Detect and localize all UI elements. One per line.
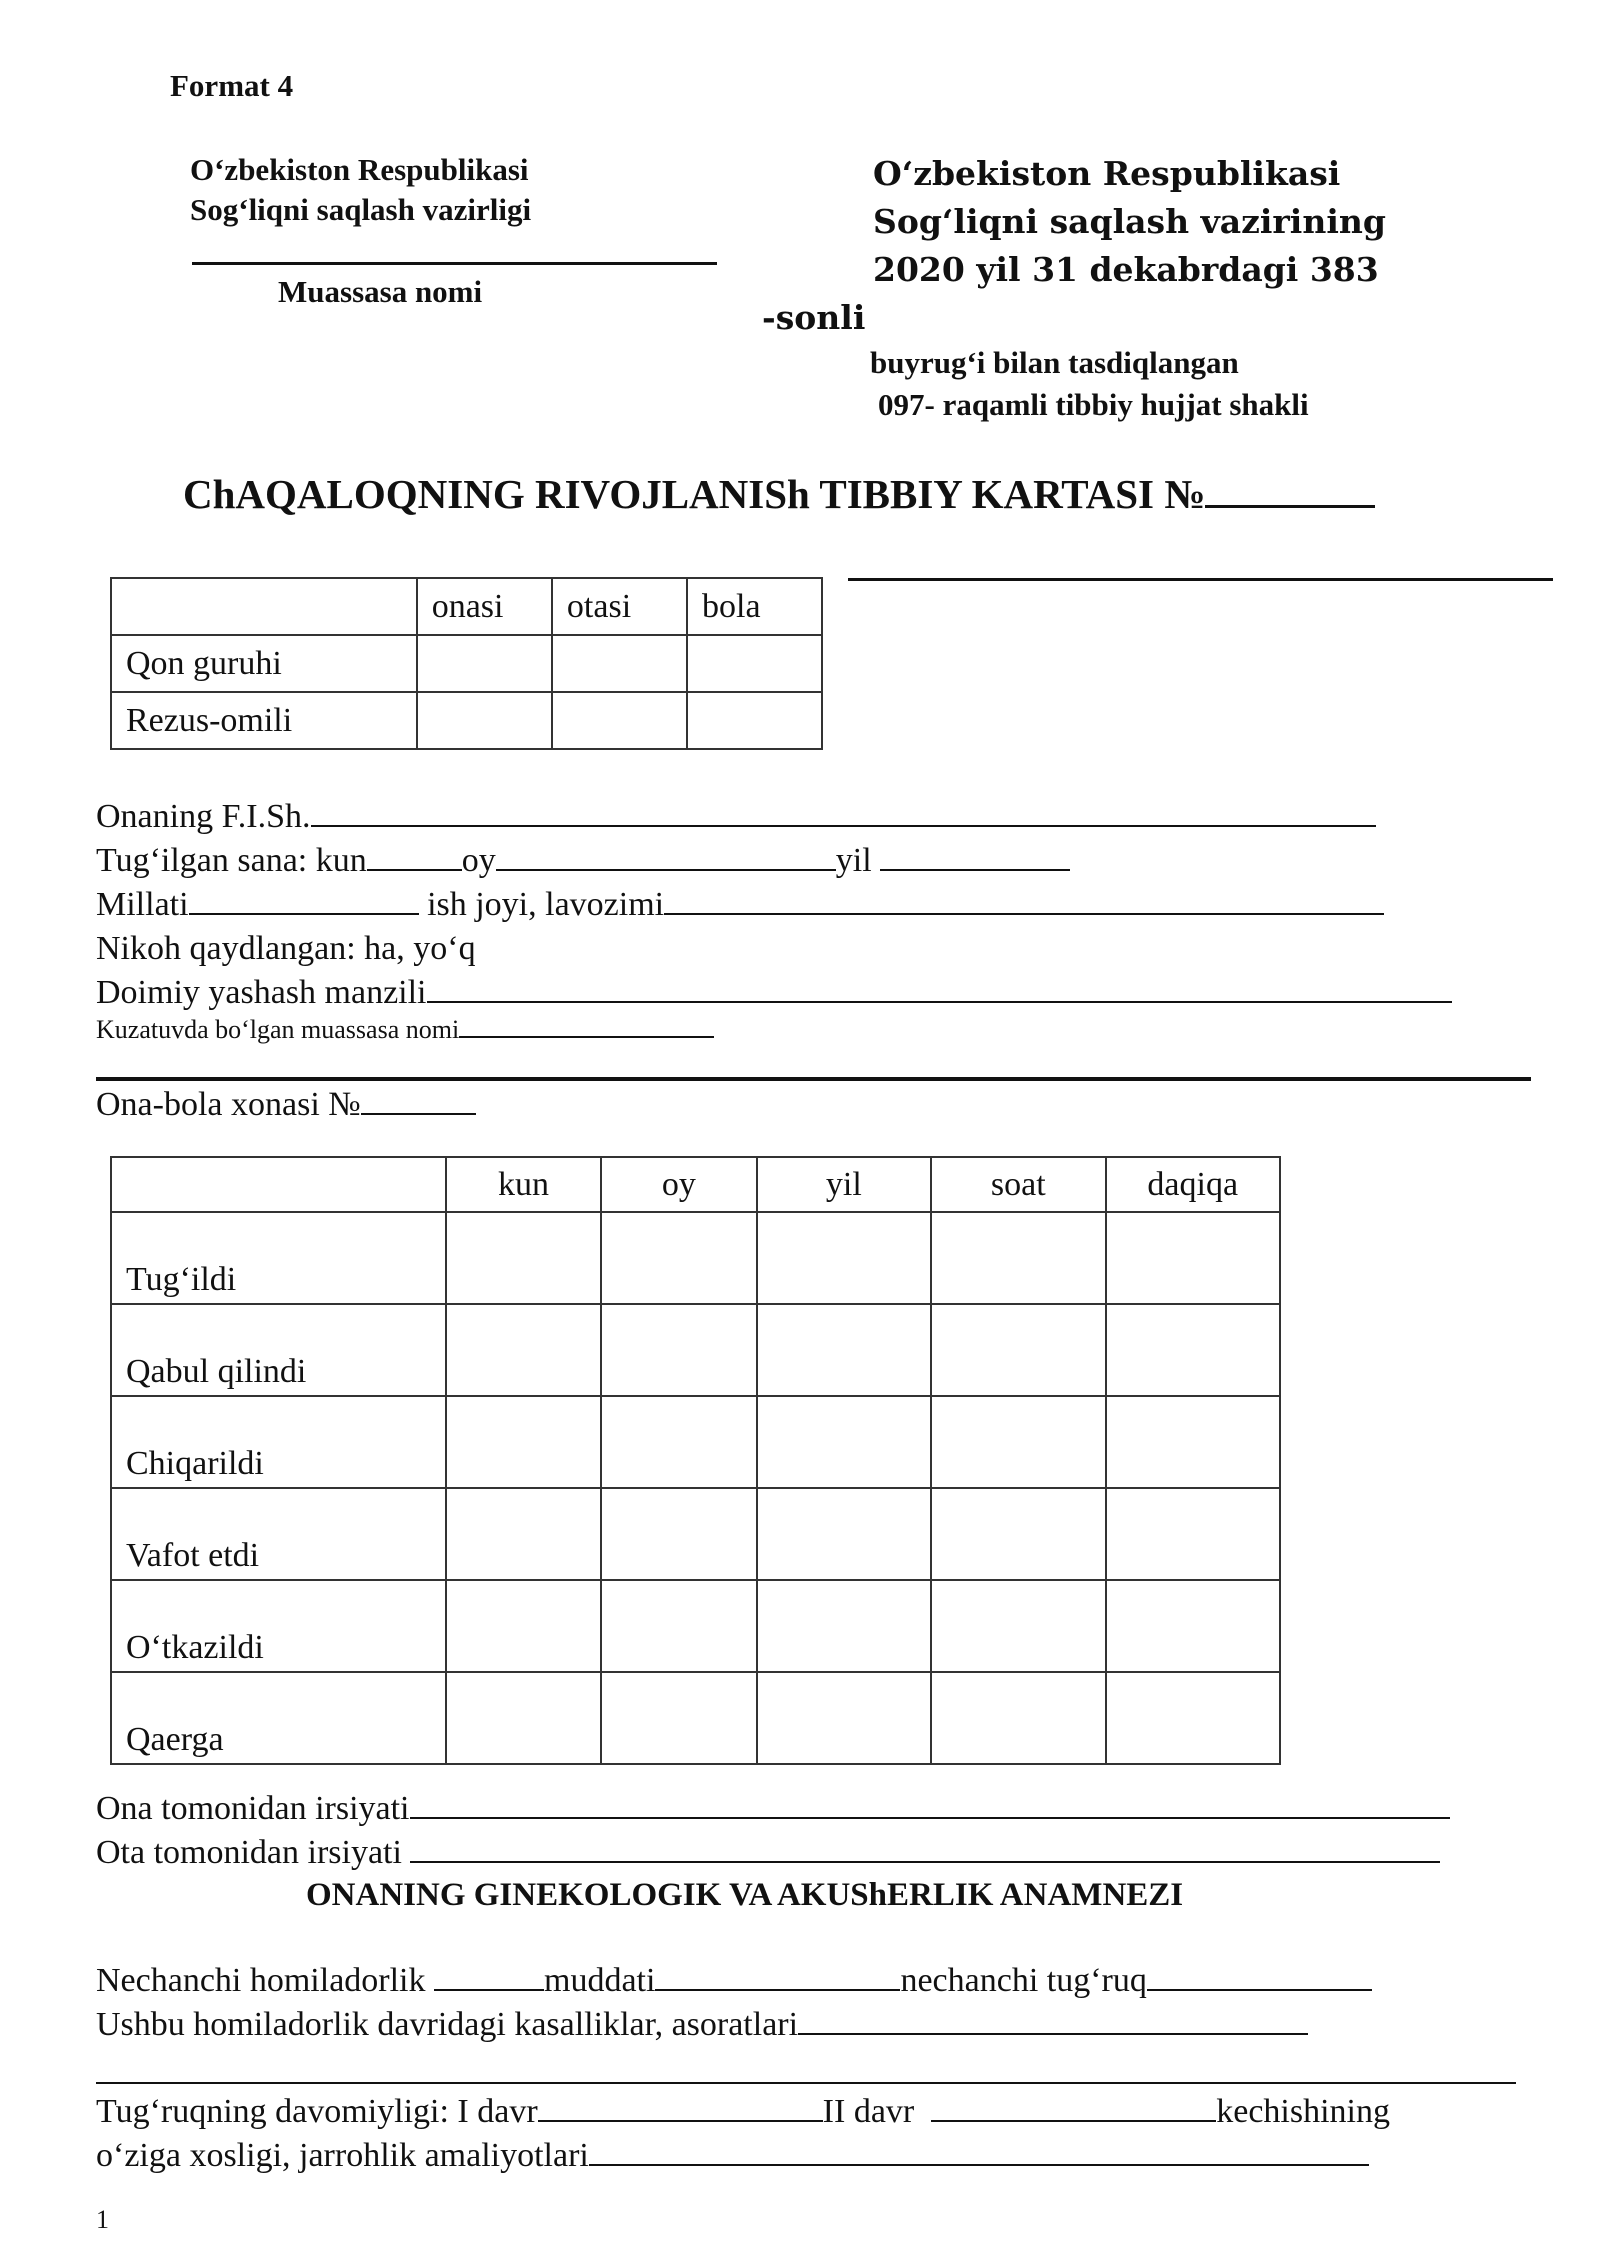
approval-line: buyrug‘i bilan tasdiqlangan [870, 345, 1239, 380]
observed-label: Kuzatuvda bo‘lgan muassasa nomi [96, 1015, 460, 1044]
table-cell[interactable] [757, 1580, 931, 1672]
col-kun: kun [446, 1157, 601, 1212]
col-yil: yil [757, 1157, 931, 1212]
diseases-label: Ushbu homiladorlik davridagi kasalliklar, asoratlari [96, 2006, 799, 2043]
address-blank[interactable] [427, 971, 1452, 1003]
nationality-line [96, 883, 1384, 927]
pregnancy-line [96, 1959, 1372, 2003]
features-blank[interactable] [589, 2134, 1369, 2166]
col-onasi: onasi [417, 578, 552, 635]
table-cell[interactable] [446, 1488, 601, 1580]
col-bola: bola [687, 578, 822, 635]
birth-year-blank[interactable] [880, 839, 1070, 871]
col-oy: oy [601, 1157, 756, 1212]
observed-line [96, 1014, 714, 1045]
table-cell[interactable] [552, 635, 687, 692]
diseases-blank[interactable] [798, 2003, 1308, 2035]
table-cell[interactable] [1106, 1580, 1281, 1672]
father-heredity-label: Ota tomonidan irsiyati [96, 1834, 402, 1871]
table-cell[interactable] [601, 1304, 756, 1396]
room-label: Ona-bola xonasi № [96, 1086, 361, 1123]
table-cell[interactable] [757, 1396, 931, 1488]
table-cell[interactable] [687, 692, 822, 749]
table-cell[interactable] [931, 1580, 1105, 1672]
table-cell[interactable] [1106, 1304, 1281, 1396]
ministry-name-right: O‘zbekiston Respublikasi [873, 154, 1341, 193]
table-cell[interactable] [1106, 1488, 1281, 1580]
row-qabul-qilindi: Qabul qilindi [111, 1304, 446, 1396]
mother-heredity-blank[interactable] [410, 1787, 1450, 1819]
mother-heredity-label: Ona tomonidan irsiyati [96, 1790, 410, 1827]
pregnancy-no-label: Nechanchi homiladorlik [96, 1962, 426, 1999]
row-vafot-etdi: Vafot etdi [111, 1488, 446, 1580]
mother-heredity-line [96, 1787, 1450, 1831]
table-cell[interactable] [601, 1672, 756, 1764]
features-line [96, 2134, 1369, 2178]
period2-blank[interactable] [931, 2090, 1216, 2122]
table-cell[interactable] [552, 692, 687, 749]
table-cell[interactable] [757, 1304, 931, 1396]
table-cell[interactable] [1106, 1396, 1281, 1488]
row-rezus-omili: Rezus-omili [111, 692, 417, 749]
card-title [183, 470, 1375, 518]
table-cell[interactable] [931, 1672, 1105, 1764]
col-soat: soat [931, 1157, 1105, 1212]
birth-month-label: oy [461, 842, 496, 879]
table-cell[interactable] [1106, 1212, 1281, 1304]
period1-blank[interactable] [538, 2090, 823, 2122]
marriage-line: Nikoh qaydlangan: ha, yo‘q [96, 930, 476, 967]
row-otkazildi: O‘tkazildi [111, 1580, 446, 1672]
course-label: kechishining [1216, 2093, 1390, 2130]
title-underline [848, 578, 1553, 581]
table-cell[interactable] [931, 1212, 1105, 1304]
mother-name-blank[interactable] [311, 795, 1376, 827]
table-cell[interactable] [446, 1304, 601, 1396]
row-tugildi: Tug‘ildi [111, 1212, 446, 1304]
room-number-blank[interactable] [361, 1083, 476, 1115]
birth-no-blank[interactable] [1147, 1959, 1372, 1991]
table-cell[interactable] [601, 1396, 756, 1488]
term-blank[interactable] [655, 1959, 900, 1991]
institution-underline [192, 262, 717, 265]
birth-day-blank[interactable] [367, 839, 462, 871]
room-line [96, 1083, 476, 1127]
anamnesis-title: ONANING GINEKOLOGIK VA AKUShERLIK ANAMNEZI [306, 1877, 1184, 1913]
duration-line [96, 2090, 1390, 2134]
table-cell[interactable] [931, 1304, 1105, 1396]
table-cell[interactable] [1106, 1672, 1281, 1764]
period2-label: II davr [822, 2093, 915, 2130]
birth-date-line [96, 839, 1070, 883]
father-heredity-line [96, 1831, 1440, 1875]
col-otasi: otasi [552, 578, 687, 635]
row-qaerga: Qaerga [111, 1672, 446, 1764]
table-cell[interactable] [417, 692, 552, 749]
diseases-line [96, 2003, 1308, 2047]
table-cell[interactable] [601, 1212, 756, 1304]
table-cell[interactable] [446, 1396, 601, 1488]
ministry-subtitle-left: Sog‘liqni saqlash vazirligi [190, 192, 532, 227]
duration-label: Tug‘ruqning davomiyligi: I davr [96, 2093, 538, 2130]
address-label: Doimiy yashash manzili [96, 974, 427, 1011]
mother-name-line [96, 795, 1376, 839]
table-cell[interactable] [757, 1488, 931, 1580]
decree-number-suffix: -sonli [762, 298, 866, 337]
document-form-number: 097- raqamli tibbiy hujjat shakli [878, 387, 1309, 422]
observed-blank[interactable] [459, 1014, 714, 1038]
col-daqiqa: daqiqa [1106, 1157, 1281, 1212]
address-line [96, 971, 1452, 1015]
card-title-text: ChAQALOQNING RIVOJLANISh TIBBIY KARTASI № [183, 471, 1206, 517]
birth-year-label: yil [835, 842, 872, 879]
page-number: 1 [96, 2205, 109, 2234]
birth-no-label: nechanchi tug‘ruq [900, 1962, 1147, 1999]
mother-name-label: Onaning F.I.Sh. [96, 798, 311, 835]
table-cell[interactable] [757, 1212, 931, 1304]
table-cell[interactable] [446, 1580, 601, 1672]
decree-date: 2020 yil 31 dekabrdagi 383 [873, 250, 1379, 289]
events-table [110, 1156, 1281, 1765]
table-cell[interactable] [601, 1580, 756, 1672]
term-label: muddati [544, 1962, 656, 1999]
diseases-continuation-line[interactable] [96, 2082, 1516, 2084]
row-chiqarildi: Chiqarildi [111, 1396, 446, 1488]
table-cell[interactable] [417, 635, 552, 692]
events-corner [111, 1157, 446, 1212]
workplace-label: ish joyi, lavozimi [427, 886, 665, 923]
table-cell[interactable] [446, 1212, 601, 1304]
features-label: o‘ziga xosligi, jarrohlik amaliyotlari [96, 2137, 589, 2174]
ministry-subtitle-right: Sog‘liqni saqlash vazirining [873, 202, 1386, 241]
birth-day-label: Tug‘ilgan sana: kun [96, 842, 367, 879]
institution-label: Muassasa nomi [278, 274, 483, 309]
table-cell[interactable] [446, 1672, 601, 1764]
table-cell[interactable] [757, 1672, 931, 1764]
blood-group-table [110, 577, 823, 750]
table-cell[interactable] [931, 1488, 1105, 1580]
table-cell[interactable] [687, 635, 822, 692]
nationality-blank[interactable] [189, 883, 419, 915]
workplace-blank[interactable] [664, 883, 1384, 915]
card-number-blank[interactable] [1205, 471, 1375, 508]
table-cell[interactable] [931, 1396, 1105, 1488]
ministry-name-left: O‘zbekiston Respublikasi [190, 152, 529, 187]
format-label: Format 4 [170, 68, 294, 103]
father-heredity-blank[interactable] [410, 1831, 1440, 1863]
pregnancy-no-blank[interactable] [434, 1959, 544, 1991]
section-divider [96, 1077, 1531, 1081]
blood-table-corner [111, 578, 417, 635]
table-cell[interactable] [601, 1488, 756, 1580]
nationality-label: Millati [96, 886, 189, 923]
row-qon-guruhi: Qon guruhi [111, 635, 417, 692]
birth-month-blank[interactable] [496, 839, 836, 871]
